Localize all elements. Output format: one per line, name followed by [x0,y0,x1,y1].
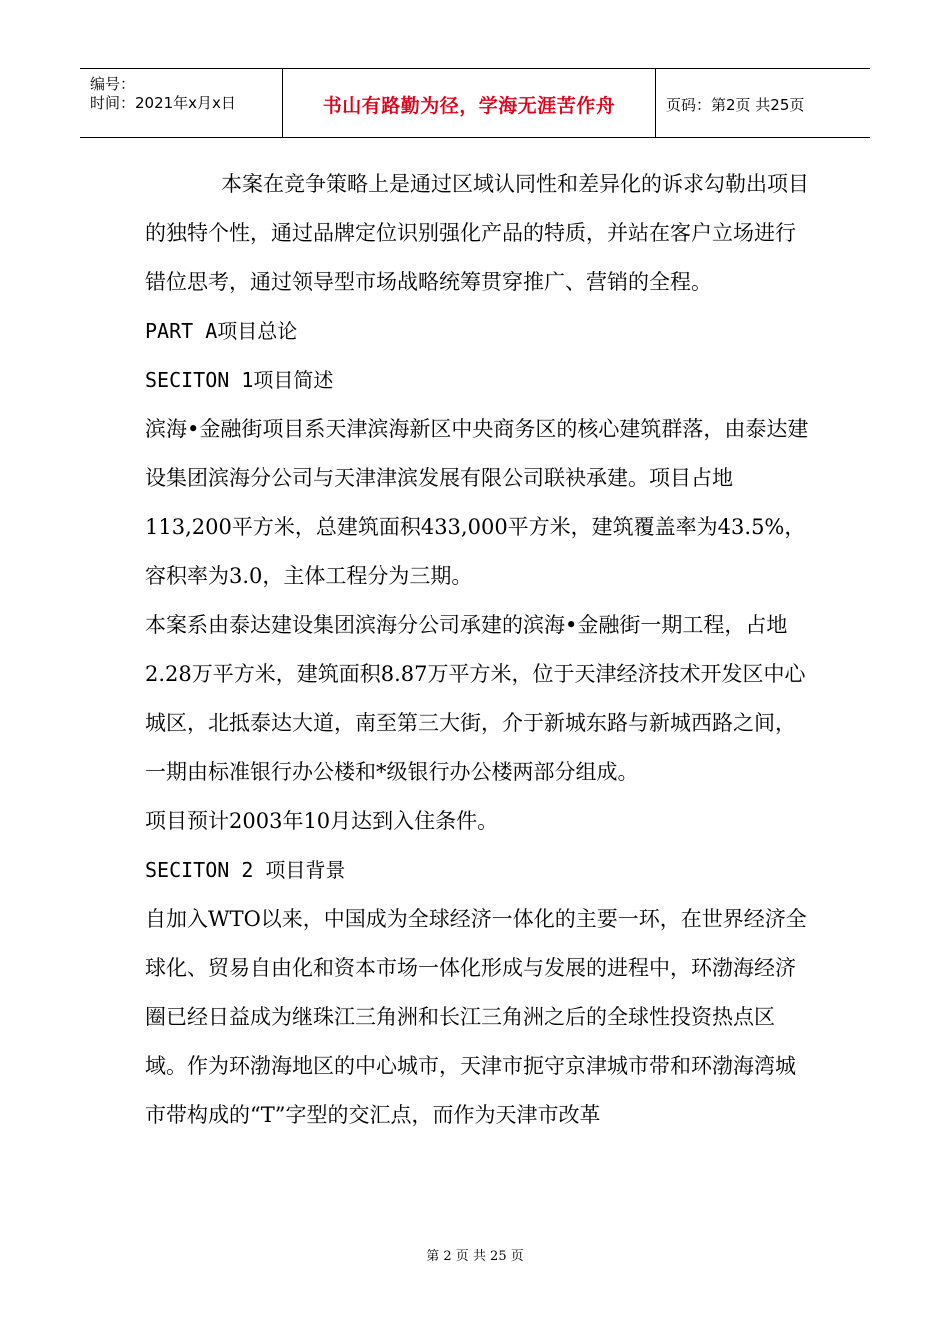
schedule-paragraph: 项目预计2003年10月达到入住条件。 [145,809,499,833]
motto-text: 书山有路勤为径，学海无涯苦作舟 [322,95,616,117]
section-1-heading: SECITON 1项目简述 [145,368,334,392]
page-info: 页码：第2页 共25页 [666,96,805,114]
number-label: 编号： [90,75,136,93]
page-footer: 第 2 页 共 25 页 [426,1249,524,1264]
phase-one-paragraph: 本案系由泰达建设集团滨海分公司承建的滨海•金融街一期工程，占地2.28万平方米，建筑面积8.87万平方米，位于天津经济技术开发区中心城区，北抵泰达大道，南至第三大街，介于新城东路与新城西路之间，一期由标准银行办公楼和*级银行办公楼两部分组成。 [145,613,806,784]
section-2-heading: SECITON 2 项目背景 [145,858,346,882]
document-body [145,160,810,1140]
time-label: 时间：2021年x月x日 [90,94,236,112]
background-paragraph: 自加入WTO以来，中国成为全球经济一体化的主要一环，在世界经济全球化、贸易自由化和资本市场一体化形成与发展的进程中，环渤海经济圈已经日益成为继珠江三角洲和长江三角洲之后的全球性投资热点区域。作为环渤海地区的中心城市，天津市扼守京津城市带和环渤海湾城市带构成的“T”字型的交汇点，而作为天津市改革 [145,907,807,1127]
header-page-cell [656,69,870,137]
header-table [80,68,870,138]
project-overview-paragraph: 滨海•金融街项目系天津滨海新区中央商务区的核心建筑群落，由泰达建设集团滨海分公司与天津津滨发展有限公司联袂承建。项目占地113,200平方米，总建筑面积433,000平方米，建筑覆盖率为43.5%，容积率为3.0，主体工程分为三期。 [145,417,809,588]
header-meta-cell [80,69,282,137]
intro-paragraph: 本案在竞争策略上是通过区域认同性和差异化的诉求勾勒出项目的独特个性，通过品牌定位识别强化产品的特质，并站在客户立场进行错位思考，通过领导型市场战略统筹贯穿推广、营销的全程。 [145,172,809,294]
header-motto-cell [282,69,656,137]
part-a-heading: PART A项目总论 [145,319,298,343]
